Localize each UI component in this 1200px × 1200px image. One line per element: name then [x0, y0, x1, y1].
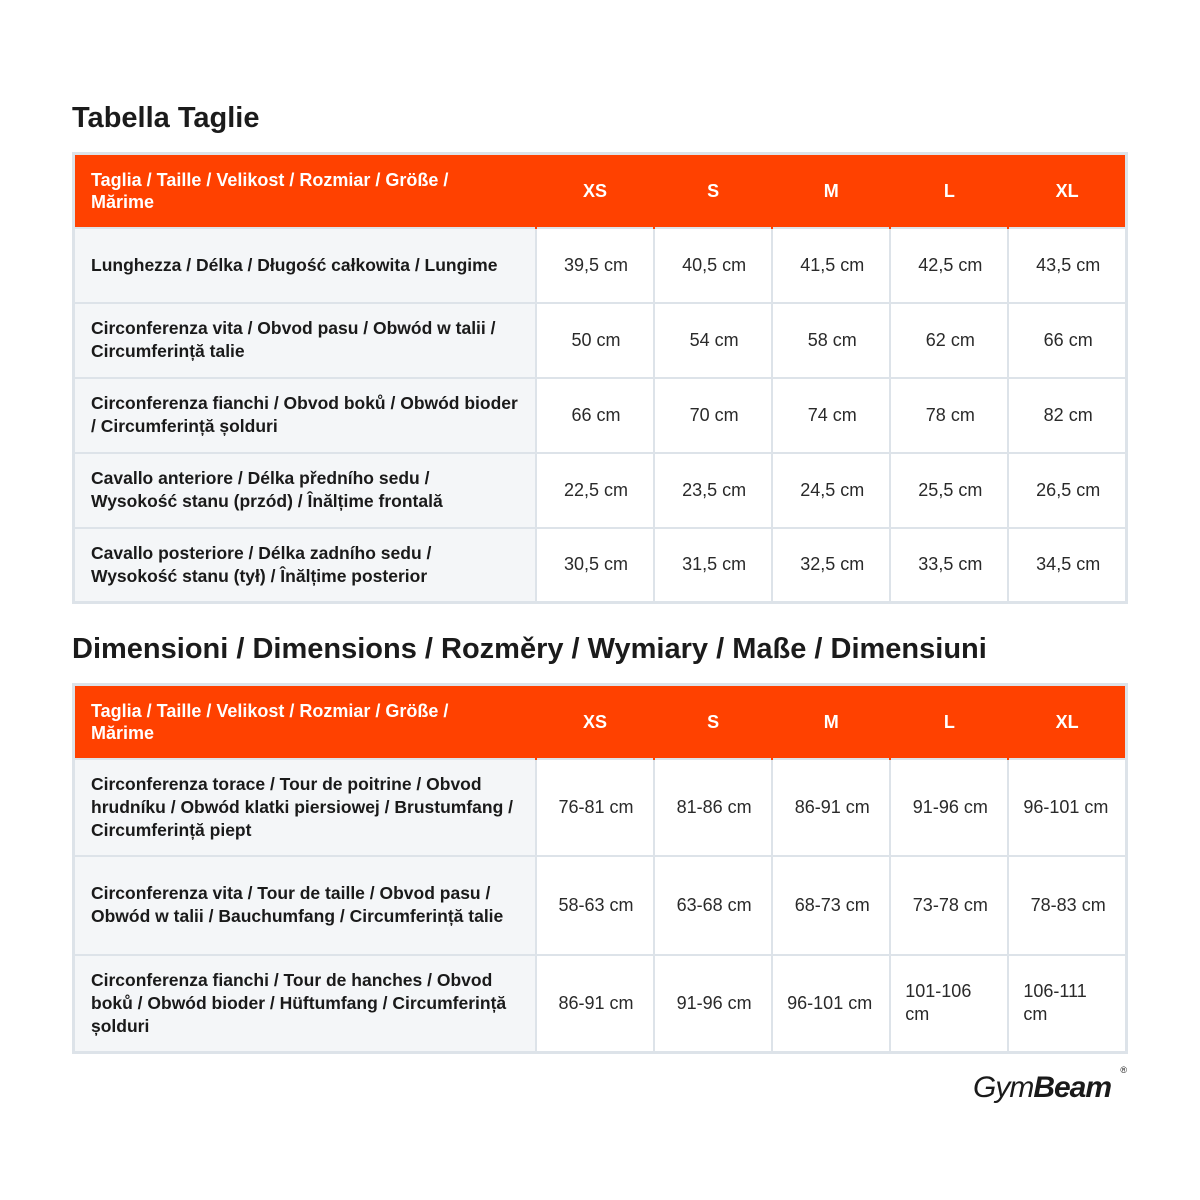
header-size-xl: XL — [1008, 154, 1126, 228]
cell-value: 101-106 cm — [890, 955, 1008, 1053]
cell-value: 76-81 cm — [536, 759, 654, 856]
cell-value: 26,5 cm — [1008, 453, 1126, 528]
dimensions-table-title: Dimensioni / Dimensions / Rozměry / Wymiary / Maße / Dimensiuni — [72, 633, 987, 665]
row-label: Cavallo anteriore / Délka předního sedu / Wysokość stanu (przód) / Înălțime frontală — [74, 453, 536, 528]
table-row — [74, 378, 1127, 453]
cell-value: 54 cm — [654, 303, 772, 378]
header-size-xl: XL — [1008, 685, 1126, 759]
header-size-label: Taglia / Taille / Velikost / Rozmiar / Größe / Mărime — [74, 154, 536, 228]
cell-value: 32,5 cm — [772, 528, 890, 603]
cell-value: 23,5 cm — [654, 453, 772, 528]
cell-value: 58 cm — [772, 303, 890, 378]
row-label: Circonferenza fianchi / Obvod boků / Obwód bioder / Circumferință șolduri — [74, 378, 536, 453]
header-size-xs: XS — [536, 685, 654, 759]
cell-value: 68-73 cm — [772, 856, 890, 955]
cell-value: 62 cm — [890, 303, 1008, 378]
cell-value: 33,5 cm — [890, 528, 1008, 603]
table-header-row — [74, 685, 1127, 759]
cell-value: 25,5 cm — [890, 453, 1008, 528]
cell-value: 39,5 cm — [536, 228, 654, 303]
registered-mark: ® — [1120, 1065, 1127, 1075]
cell-value: 70 cm — [654, 378, 772, 453]
cell-value: 81-86 cm — [654, 759, 772, 856]
row-label: Circonferenza fianchi / Tour de hanches / Obvod boků / Obwód bioder / Hüftumfang / Circumferință șolduri — [74, 955, 536, 1053]
table-row — [74, 303, 1127, 378]
table-row — [74, 856, 1127, 955]
cell-value: 43,5 cm — [1008, 228, 1126, 303]
cell-value: 66 cm — [536, 378, 654, 453]
logo-text-bold: Beam — [1033, 1071, 1112, 1104]
table-row — [74, 453, 1127, 528]
table-row — [74, 228, 1127, 303]
cell-value: 22,5 cm — [536, 453, 654, 528]
table-row — [74, 528, 1127, 603]
header-size-l: L — [890, 685, 1008, 759]
dimensions-table — [72, 683, 1128, 1054]
logo-text-light: Gym — [973, 1071, 1034, 1104]
cell-value: 42,5 cm — [890, 228, 1008, 303]
cell-value: 31,5 cm — [654, 528, 772, 603]
cell-value: 86-91 cm — [536, 955, 654, 1053]
header-size-s: S — [654, 154, 772, 228]
cell-value: 96-101 cm — [1008, 759, 1126, 856]
cell-value: 86-91 cm — [772, 759, 890, 856]
cell-value: 74 cm — [772, 378, 890, 453]
header-size-label: Taglia / Taille / Velikost / Rozmiar / Größe / Mărime — [74, 685, 536, 759]
row-label: Lunghezza / Délka / Długość całkowita / Lungime — [74, 228, 536, 303]
cell-value: 40,5 cm — [654, 228, 772, 303]
cell-value: 78 cm — [890, 378, 1008, 453]
cell-value: 82 cm — [1008, 378, 1126, 453]
table-row — [74, 759, 1127, 856]
size-table — [72, 152, 1128, 604]
gymbeam-logo — [973, 1065, 1133, 1106]
cell-value: 66 cm — [1008, 303, 1126, 378]
cell-value: 50 cm — [536, 303, 654, 378]
cell-value: 91-96 cm — [654, 955, 772, 1053]
cell-value: 24,5 cm — [772, 453, 890, 528]
cell-value: 91-96 cm — [890, 759, 1008, 856]
row-label: Circonferenza vita / Tour de taille / Obvod pasu / Obwód w talii / Bauchumfang / Circumferință talie — [74, 856, 536, 955]
header-size-l: L — [890, 154, 1008, 228]
cell-value: 73-78 cm — [890, 856, 1008, 955]
cell-value: 96-101 cm — [772, 955, 890, 1053]
row-label: Circonferenza torace / Tour de poitrine / Obvod hrudníku / Obwód klatki piersiowej / Brustumfang / Circumferință piept — [74, 759, 536, 856]
cell-value: 30,5 cm — [536, 528, 654, 603]
header-size-m: M — [772, 685, 890, 759]
table-header-row — [74, 154, 1127, 228]
cell-value: 63-68 cm — [654, 856, 772, 955]
header-size-xs: XS — [536, 154, 654, 228]
header-size-m: M — [772, 154, 890, 228]
cell-value: 58-63 cm — [536, 856, 654, 955]
cell-value: 34,5 cm — [1008, 528, 1126, 603]
cell-value: 106-111 cm — [1008, 955, 1126, 1053]
row-label: Cavallo posteriore / Délka zadního sedu / Wysokość stanu (tył) / Înălțime posterior — [74, 528, 536, 603]
row-label: Circonferenza vita / Obvod pasu / Obwód w talii / Circumferință talie — [74, 303, 536, 378]
cell-value: 41,5 cm — [772, 228, 890, 303]
cell-value: 78-83 cm — [1008, 856, 1126, 955]
table-row — [74, 955, 1127, 1053]
size-table-title: Tabella Taglie — [72, 102, 260, 134]
header-size-s: S — [654, 685, 772, 759]
